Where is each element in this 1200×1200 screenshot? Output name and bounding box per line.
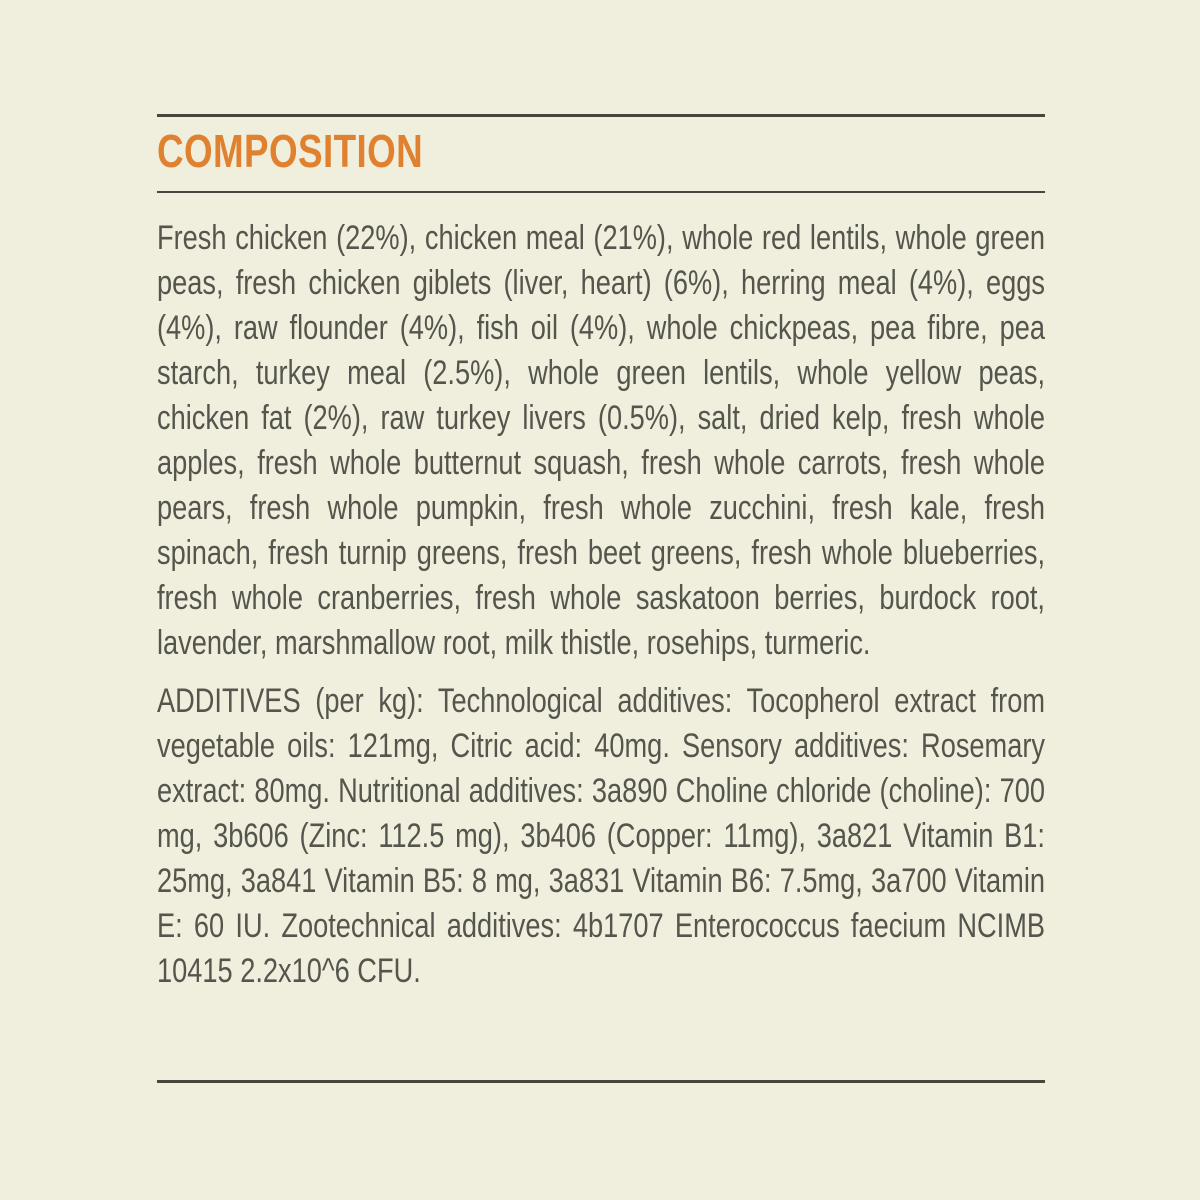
additives-paragraph: ADDITIVES (per kg): Technological additives: Tocopherol extract from vegetable oils: 121mg, Citric acid: 40mg. Sensory additives: Rosemary extract: 80mg. Nutritional additives: 3a890 Choline chloride (choline): 700 mg, 3b606 (Zinc: 112.5 mg), 3b406 (Copper: 11mg), 3a821 Vitamin B1: 25mg, 3a841 Vitamin B5: 8 mg, 3a831 Vitamin B6: 7.5mg, 3a700 Vitamin E: 60 IU. Zootechnical additives: 4b1707 Enterococcus faecium NCIMB 10415 2.2x10^6 CFU. bbox=[157, 682, 1045, 990]
composition-paragraph: Fresh chicken (22%), chicken meal (21%), whole red lentils, whole green peas, fresh chicken giblets (liver, heart) (6%), herring meal (4%), eggs (4%), raw flounder (4%), fish oil (4%), whole chickpeas, pea fibre, pea starch, turkey meal (2.5%), whole green lentils, whole yellow peas, chicken fat (2%), raw turkey livers (0.5%), salt, dried kelp, fresh whole apples, fresh whole butternut squash, fresh whole carrots, fresh whole pears, fresh whole pumpkin, fresh whole zucchini, fresh kale, fresh spinach, fresh turnip greens, fresh beet greens, fresh whole blueberries, fresh whole cranberries, fresh whole saskatoon berries, burdock root, lavender, marshmallow root, milk thistle, rosehips, turmeric. bbox=[157, 219, 1045, 662]
divider-top bbox=[157, 114, 1045, 117]
composition-section bbox=[157, 216, 1045, 994]
divider-middle bbox=[157, 191, 1045, 193]
divider-bottom bbox=[157, 1080, 1045, 1083]
section-title: COMPOSITION bbox=[157, 125, 424, 177]
